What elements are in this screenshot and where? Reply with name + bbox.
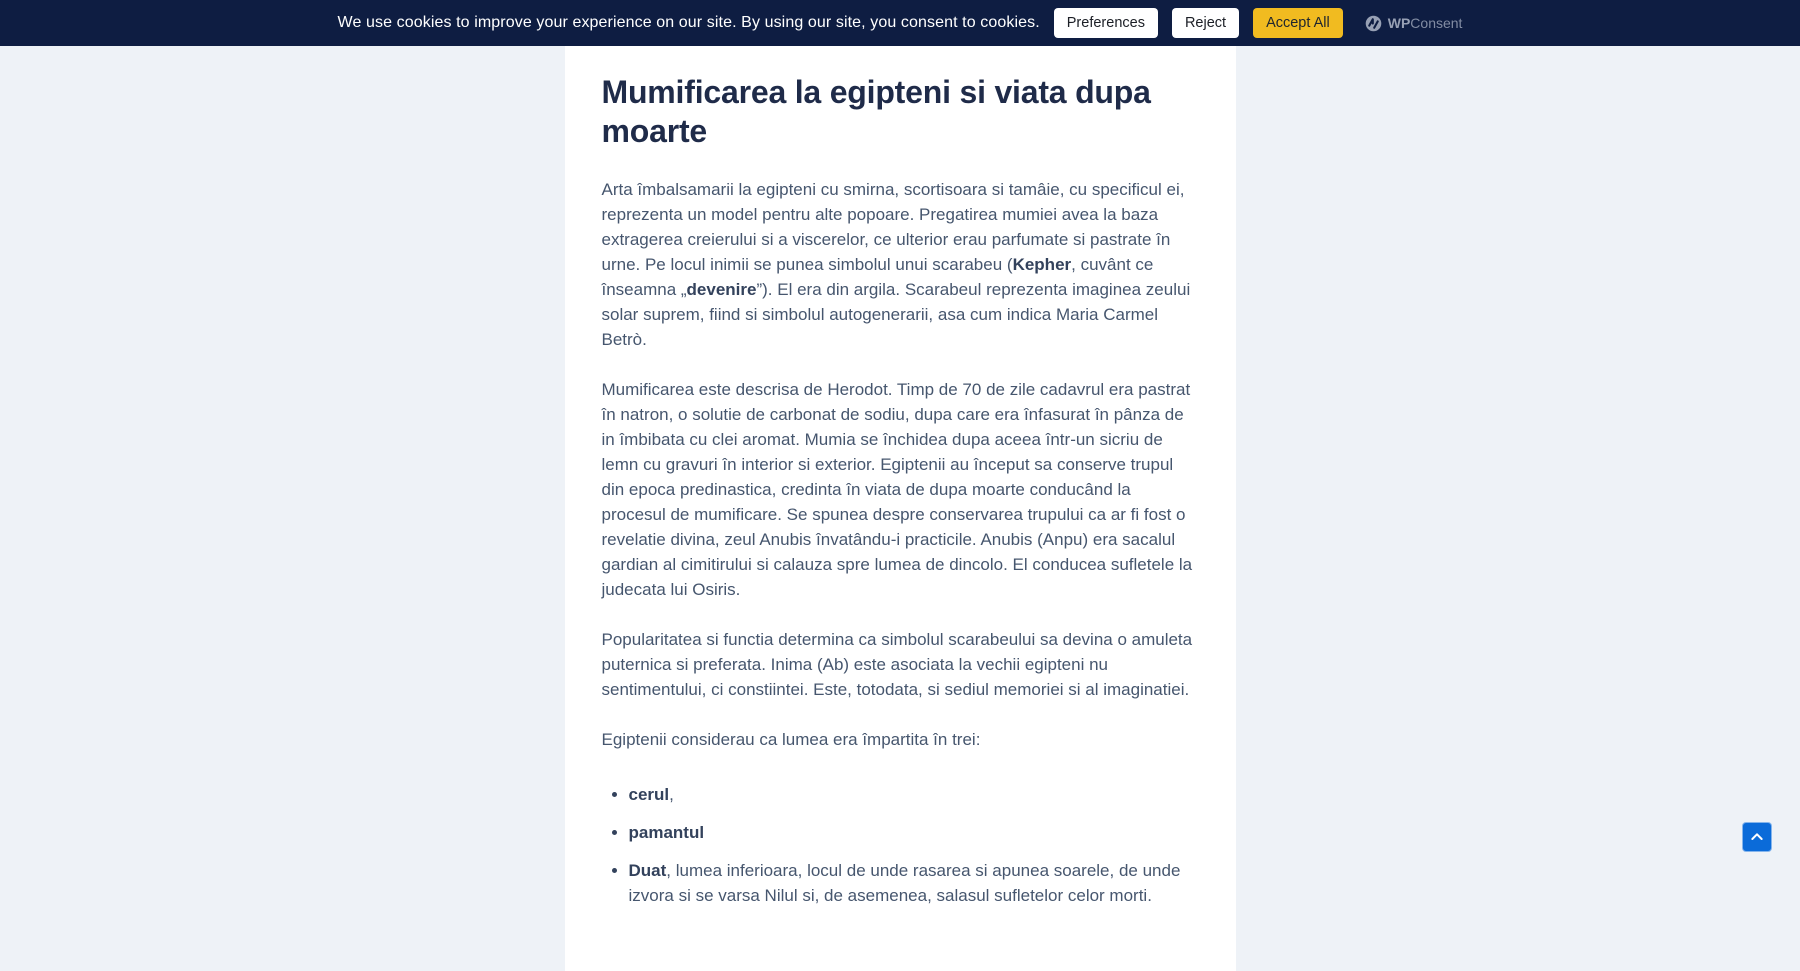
cerul-term: cerul xyxy=(629,785,670,804)
accept-all-button[interactable]: Accept All xyxy=(1253,8,1343,39)
duat-term: Duat xyxy=(629,861,667,880)
chevron-up-icon xyxy=(1749,829,1765,845)
brand-consent: Consent xyxy=(1410,15,1462,31)
list-item-text: , xyxy=(669,785,674,804)
pamantul-term: pamantul xyxy=(629,823,705,842)
brand-wp: WP xyxy=(1388,15,1411,31)
wpconsent-brand-link[interactable] xyxy=(1365,15,1463,32)
list-item-pamantul xyxy=(629,820,1199,845)
kepher-term: Kepher xyxy=(1013,255,1072,274)
paragraph-scarab-amulet: Popularitatea si functia determina ca simbolul scarabeului sa devina o amuleta puternica si preferata. Inima (Ab) este asociata la vechii egipteni nu sentimentului, ci constiintei. Este, totodata, si sediul memoriei si al imaginatiei. xyxy=(602,627,1199,702)
article-card xyxy=(565,0,1236,971)
paragraph-herodot: Mumificarea este descrisa de Herodot. Timp de 70 de zile cadavrul era pastrat în natron, o solutie de carbonat de sodiu, dupa care era înfasurat în pânza de in îmbibata cu clei aromat. Mumia se închidea dupa aceea într-un sicriu de lemn cu gravuri în interior si exterior. Egiptenii au început sa conserve trupul din epoca predinastica, credinta în viata de dupa moarte conducând la procesul de mumificare. Se spunea despre conservarea trupului ca ar fi fost o revelatie divina, zeul Anubis învatându-i practicile. Anubis (Anpu) era sacalul gardian al cimitirului si calauza spre lumea de dincolo. El conducea sufletele la judecata lui Osiris. xyxy=(602,377,1199,602)
devenire-term: devenire xyxy=(687,280,757,299)
cookie-message: We use cookies to improve your experience on our site. By using our site, you consent to cookies. xyxy=(338,14,1040,32)
list-item-cerul xyxy=(629,782,1199,807)
wpconsent-brand-text xyxy=(1388,15,1463,31)
article-title: Mumificarea la egipteni si viata dupa moarte xyxy=(602,73,1199,151)
paragraph-1-text: , cuvânt ce înseamna „ xyxy=(602,255,1154,299)
list-item-text: , lumea inferioara, locul de unde rasarea si apunea soarele, de unde izvora si se varsa Nilul si, de asemenea, salasul sufletelor celor morti. xyxy=(629,861,1181,905)
paragraph-embalming xyxy=(602,177,1199,352)
list-item-duat xyxy=(629,858,1199,908)
world-parts-list xyxy=(602,782,1199,908)
scroll-to-top-button[interactable] xyxy=(1742,822,1772,852)
paragraph-world-intro: Egiptenii considerau ca lumea era împartita în trei: xyxy=(602,727,1199,752)
preferences-button[interactable]: Preferences xyxy=(1054,8,1158,39)
paragraph-1-text: ”). El era din argila. Scarabeul reprezenta imaginea zeului solar suprem, fiind si simbolul autogenerarii, asa cum indica Maria Carmel Betrò. xyxy=(602,280,1191,349)
reject-button[interactable]: Reject xyxy=(1172,8,1239,39)
cookie-banner xyxy=(0,0,1800,46)
wpconsent-logo-icon xyxy=(1365,15,1382,32)
paragraph-1-text: Arta îmbalsamarii la egipteni cu smirna, scortisoara si tamâie, cu specificul ei, reprezenta un model pentru alte popoare. Pregatirea mumiei avea la baza extragerea creierului si a viscerelor, ce ulterior erau parfumate si pastrate în urne. Pe locul inimii se punea simbolul unui scarabeu ( xyxy=(602,180,1185,274)
